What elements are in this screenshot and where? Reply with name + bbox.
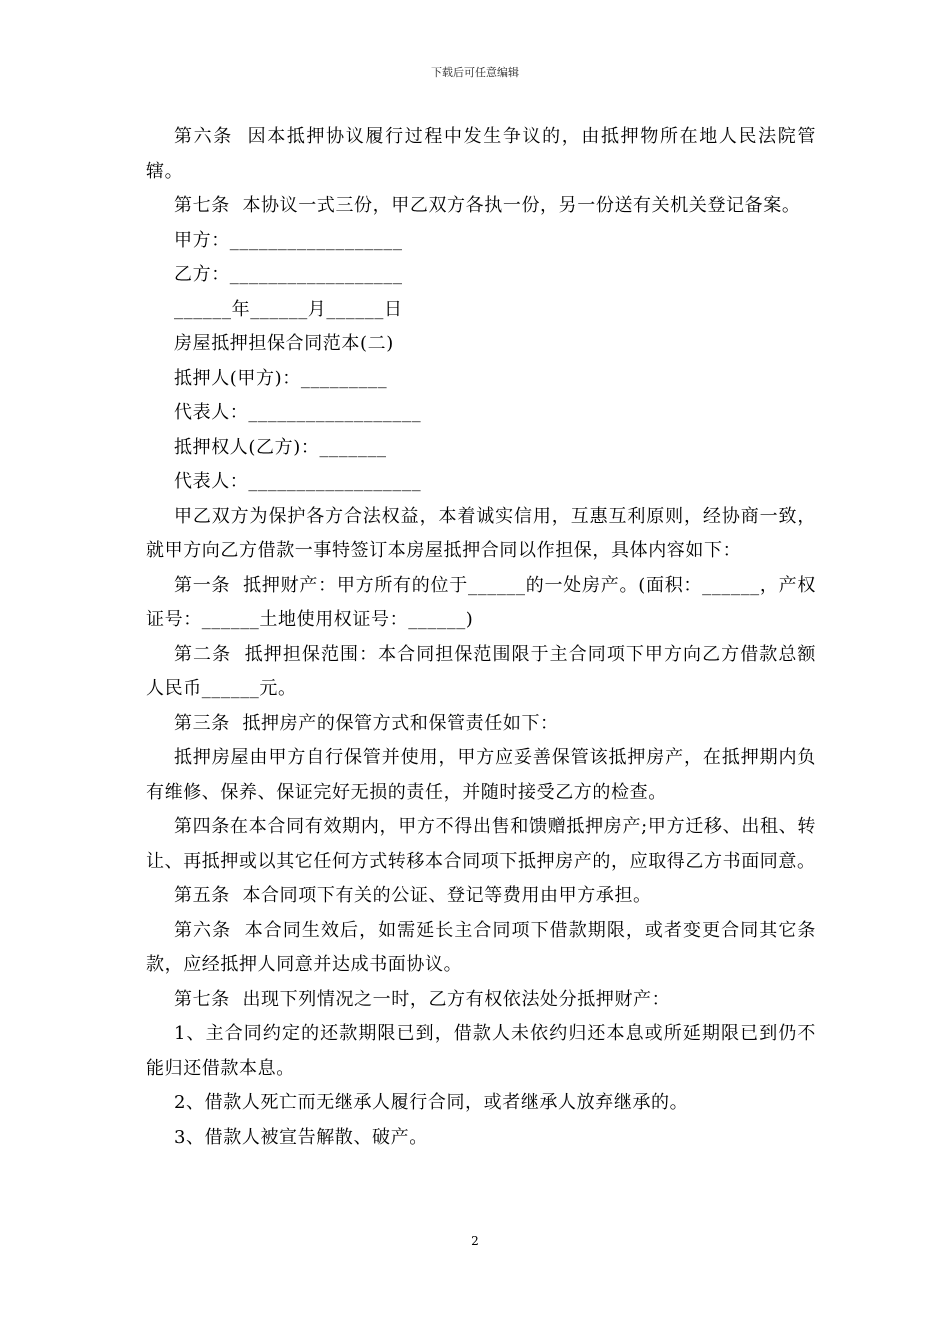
paragraph-article-2: 第二条 抵押担保范围：本合同担保范围限于主合同项下甲方向乙方借款总额人民币______元。 <box>146 643 816 699</box>
paragraph-article-3: 第三条 抵押房产的保管方式和保管责任如下： <box>174 712 559 734</box>
document-body <box>146 120 816 1155</box>
page-number: 2 <box>471 1234 479 1248</box>
mortgagee-field: 抵押权人(乙方)：_______ <box>174 436 387 458</box>
paragraph-article-6: 第六条 本合同生效后，如需延长主合同项下借款期限，或者变更合同其它条款，应经抵押人同意并达成书面协议。 <box>146 919 816 975</box>
mortgagee-representative-field: 代表人：__________________ <box>174 471 422 492</box>
signature-date: ______年______月______日 <box>174 298 403 320</box>
signature-party-b: 乙方：__________________ <box>174 264 403 285</box>
paragraph-article-5: 第五条 本合同项下有关的公证、登记等费用由甲方承担。 <box>174 885 652 906</box>
mortgagor-representative-field: 代表人：__________________ <box>174 402 422 423</box>
paragraph-article-4: 第四条在本合同有效期内，甲方不得出售和馈赠抵押房产;甲方迁移、出租、转让、再抵押或以其它任何方式转移本合同项下抵押房产的，应取得乙方书面同意。 <box>146 816 816 872</box>
mortgagor-field: 抵押人(甲方)：_________ <box>174 367 388 389</box>
paragraph-article-7-copies: 第七条 本协议一式三份，甲乙双方各执一份，另一份送有关机关登记备案。 <box>174 195 801 216</box>
contract-title-2: 房屋抵押担保合同范本(二) <box>174 333 394 354</box>
paragraph-preamble: 甲乙双方为保护各方合法权益，本着诚实信用，互惠互利原则，经协商一致，就甲方向乙方借款一事特签订本房屋抵押合同以作担保，具体内容如下： <box>146 505 816 561</box>
paragraph-article-1: 第一条 抵押财产：甲方所有的位于______的一处房产。(面积：______，产权证号：______土地使用权证号：______) <box>146 574 816 630</box>
signature-party-a: 甲方：__________________ <box>174 229 403 251</box>
page-header: 下载后可任意编辑 <box>431 66 519 79</box>
list-item-3: 3、借款人被宣告解散、破产。 <box>174 1126 428 1148</box>
paragraph-article-3-detail: 抵押房屋由甲方自行保管并使用，甲方应妥善保管该抵押房产，在抵押期内负有维修、保养、保证完好无损的责任，并随时接受乙方的检查。 <box>146 747 816 803</box>
list-item-1: 1、主合同约定的还款期限已到，借款人未依约归还本息或所延期限已到仍不能归还借款本息。 <box>146 1023 816 1079</box>
list-item-2: 2、借款人死亡而无继承人履行合同，或者继承人放弃继承的。 <box>174 1092 689 1113</box>
paragraph-article-7: 第七条 出现下列情况之一时，乙方有权依法处分抵押财产： <box>174 988 671 1010</box>
paragraph-article-6-dispute: 第六条 因本抵押协议履行过程中发生争议的，由抵押物所在地人民法院管辖。 <box>146 126 816 182</box>
